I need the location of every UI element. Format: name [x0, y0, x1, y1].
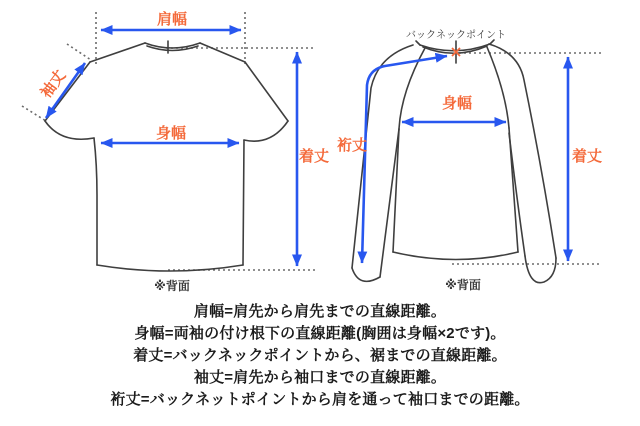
- measurement-legend: [0, 301, 640, 411]
- length-label: 着丈: [571, 148, 603, 165]
- sleeve-reach-arrow: [362, 56, 447, 263]
- legend-line-sleeve-length: 袖丈=肩先から袖口までの直線距離。: [193, 369, 447, 386]
- guide-line: [67, 44, 91, 60]
- back-neck-point-label: バックネックポイント: [406, 30, 506, 41]
- sleeve-length-label: 袖丈: [37, 67, 70, 102]
- tshirt-back-diagram: [22, 10, 329, 293]
- legend-line-sleeve-reach: 裄丈=バックネットポイントから肩を通って袖口までの距離。: [110, 391, 530, 408]
- longsleeve-outline: [352, 40, 556, 283]
- back-view-note: ※背面: [154, 279, 190, 293]
- shoulder-width-label: 肩幅: [156, 11, 188, 28]
- guide-line: [22, 106, 46, 121]
- body-width-label: 身幅: [155, 125, 187, 142]
- legend-line-body-width: 身幅=両袖の付け根下の直線距離(胸囲は身幅×2です)。: [134, 325, 506, 342]
- legend-line-length: 着丈=バックネックポイントから、裾までの直線距離。: [133, 347, 507, 364]
- legend-line-shoulder-width: 肩幅=肩先から肩先までの直線距離。: [193, 303, 447, 320]
- longsleeve-back-diagram: [337, 29, 602, 292]
- body-width-label: 身幅: [441, 95, 473, 112]
- tshirt-outline: [45, 41, 288, 271]
- length-label: 着丈: [298, 148, 330, 165]
- back-view-note: ※背面: [445, 278, 481, 292]
- sleeve-reach-label: 裄丈: [336, 137, 368, 154]
